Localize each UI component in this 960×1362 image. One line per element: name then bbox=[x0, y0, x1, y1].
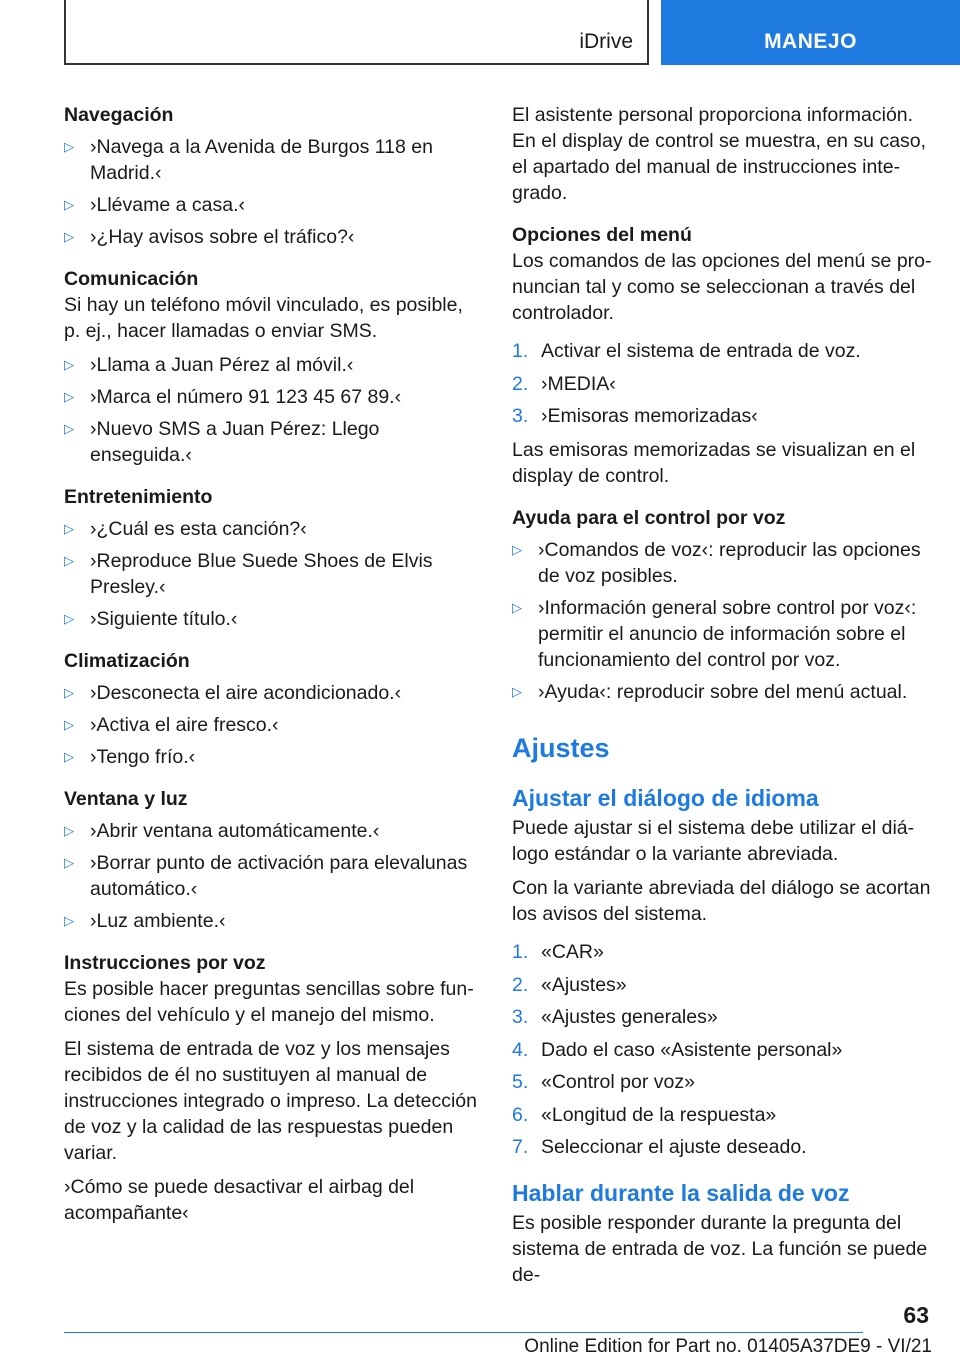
triangle-bullet-icon: ▷ bbox=[64, 749, 74, 764]
heading-hablar-salida-voz: Hablar durante la salida de voz bbox=[512, 1180, 850, 1206]
steps-menu bbox=[512, 338, 932, 429]
heading-entretenimiento: Entretenimiento bbox=[64, 486, 213, 508]
opciones-menu-text: Los comandos de las opciones del menú se pronuncian tal y como se seleccionan a través del controlador. bbox=[512, 250, 932, 324]
step-item: 1. Activar el sistema de entrada de voz. bbox=[512, 340, 861, 362]
comunicacion-text: Si hay un teléfono móvil vinculado, es posible, p. ej., hacer llamadas o enviar SMS. bbox=[64, 294, 463, 342]
right-column bbox=[512, 102, 932, 1296]
triangle-bullet-icon: ▷ bbox=[512, 684, 522, 699]
step-item: 2. «Ajustes» bbox=[512, 973, 627, 996]
heading-comunicacion: Comunicación bbox=[64, 268, 199, 290]
triangle-bullet-icon: ▷ bbox=[64, 389, 74, 404]
triangle-bullet-icon: ▷ bbox=[64, 553, 74, 568]
heading-opciones-menu: Opciones del menú bbox=[512, 224, 692, 246]
heading-instrucciones: Instrucciones por voz bbox=[64, 952, 266, 974]
list-item: ▷ ›Ayuda‹: reproducir sobre del menú actual. bbox=[512, 681, 908, 703]
list-item: ▷ ›Navega a la Avenida de Burgos 118 en Madrid.‹ bbox=[64, 136, 433, 184]
triangle-bullet-icon: ▷ bbox=[64, 421, 74, 436]
heading-ajustes: Ajustes bbox=[512, 733, 610, 763]
header-section-box bbox=[64, 0, 649, 65]
list-item: ▷ ›¿Hay avisos sobre el tráfico?‹ bbox=[64, 226, 355, 248]
triangle-bullet-icon: ▷ bbox=[64, 823, 74, 838]
list-item: ▷ ›Abrir ventana automáticamente.‹ bbox=[64, 820, 380, 842]
steps-dialogo bbox=[512, 939, 932, 1160]
list-item: ▷ ›Luz ambiente.‹ bbox=[64, 910, 226, 932]
hablar-text: Es posible responder durante la pregunta del sistema de entrada de voz. La función se puede de- bbox=[512, 1212, 928, 1286]
list-ayuda bbox=[512, 537, 932, 705]
header-chapter-label: MANEJO bbox=[764, 30, 857, 53]
heading-ayuda: Ayuda para el control por voz bbox=[512, 507, 786, 529]
triangle-bullet-icon: ▷ bbox=[64, 685, 74, 700]
list-item: ▷ ›Borrar punto de activación para elevalunas automático.‹ bbox=[64, 852, 468, 900]
heading-climatizacion: Climatización bbox=[64, 650, 190, 672]
triangle-bullet-icon: ▷ bbox=[64, 357, 74, 372]
dialogo-text-1: Puede ajustar si el sistema debe utilizar el diálogo estándar o la variante abreviada. bbox=[512, 817, 915, 865]
list-entretenimiento bbox=[64, 516, 484, 632]
triangle-bullet-icon: ▷ bbox=[64, 197, 74, 212]
step-item: 6. «Longitud de la respuesta» bbox=[512, 1103, 777, 1126]
list-item: ▷ ›¿Cuál es esta canción?‹ bbox=[64, 518, 307, 540]
header-section-title: iDrive bbox=[579, 30, 633, 53]
step-item: 2. ›MEDIA‹ bbox=[512, 372, 616, 395]
list-item: ▷ ›Tengo frío.‹ bbox=[64, 746, 196, 768]
step-item: 5. «Control por voz» bbox=[512, 1071, 695, 1093]
menu-after-text: Las emisoras memorizadas se visualizan en el display de control. bbox=[512, 439, 916, 487]
dialogo-text-2: Con la variante abreviada del diálogo se acortan los avisos del sistema. bbox=[512, 877, 931, 925]
triangle-bullet-icon: ▷ bbox=[64, 913, 74, 928]
left-column bbox=[64, 102, 484, 1234]
step-item: 3. «Ajustes generales» bbox=[512, 1006, 718, 1028]
instrucciones-text-2: El sistema de entrada de voz y los mensajes recibidos de él no sustituyen al manual de instrucciones integrado o impreso. La detección de voz y la calidad de las respuestas pueden variar. bbox=[64, 1038, 477, 1164]
list-item: ▷ ›Información general sobre control por voz‹: permitir el anuncio de información sobre el funcionamiento del control por voz. bbox=[512, 597, 917, 671]
list-item: ▷ ›Llama a Juan Pérez al móvil.‹ bbox=[64, 354, 354, 376]
list-item: ▷ ›Desconecta el aire acondicionado.‹ bbox=[64, 682, 402, 704]
triangle-bullet-icon: ▷ bbox=[64, 611, 74, 626]
list-item: ▷ ›Marca el número 91 123 45 67 89.‹ bbox=[64, 386, 402, 408]
list-item: ▷ ›Comandos de voz‹: reproducir las opciones de voz posibles. bbox=[512, 539, 921, 587]
list-ventana-luz bbox=[64, 818, 484, 934]
footer-divider bbox=[64, 1332, 863, 1333]
instrucciones-text-1: Es posible hacer preguntas sencillas sobre funciones del vehículo y el manejo del mismo. bbox=[64, 978, 474, 1026]
heading-dialogo-idioma: Ajustar el diálogo de idioma bbox=[512, 785, 819, 811]
triangle-bullet-icon: ▷ bbox=[512, 600, 522, 615]
step-item: 4. Dado el caso «Asistente personal» bbox=[512, 1038, 843, 1061]
list-navegacion bbox=[64, 134, 484, 250]
triangle-bullet-icon: ▷ bbox=[64, 855, 74, 870]
intro-text: El asistente personal proporciona información. En el display de control se muestra, en su caso, el apartado del manual de instrucciones integrado. bbox=[512, 104, 927, 204]
list-item: ▷ ›Activa el aire fresco.‹ bbox=[64, 714, 279, 736]
header-chapter-tab bbox=[661, 0, 960, 65]
heading-ventana-luz: Ventana y luz bbox=[64, 788, 188, 810]
triangle-bullet-icon: ▷ bbox=[64, 717, 74, 732]
list-comunicacion bbox=[64, 352, 484, 468]
step-item: 1. «CAR» bbox=[512, 941, 604, 963]
list-item: ▷ ›Siguiente título.‹ bbox=[64, 608, 238, 630]
list-item: ▷ ›Reproduce Blue Suede Shoes de Elvis Presley.‹ bbox=[64, 550, 433, 598]
triangle-bullet-icon: ▷ bbox=[64, 521, 74, 536]
list-item: ▷ ›Nuevo SMS a Juan Pérez: Llego enseguida.‹ bbox=[64, 418, 380, 466]
triangle-bullet-icon: ▷ bbox=[64, 229, 74, 244]
step-item: 7. Seleccionar el ajuste deseado. bbox=[512, 1136, 807, 1158]
instrucciones-text-3: ›Cómo se puede desactivar el airbag del acompañante‹ bbox=[64, 1176, 415, 1224]
step-item: 3. ›Emisoras memorizadas‹ bbox=[512, 405, 758, 427]
page-number: 63 bbox=[903, 1302, 929, 1328]
list-item: ▷ ›Llévame a casa.‹ bbox=[64, 194, 245, 216]
heading-navegacion: Navegación bbox=[64, 104, 174, 126]
triangle-bullet-icon: ▷ bbox=[512, 542, 522, 557]
footer-edition: Online Edition for Part no. 01405A37DE9 - VI/21 bbox=[524, 1336, 932, 1357]
list-climatizacion bbox=[64, 680, 484, 770]
triangle-bullet-icon: ▷ bbox=[64, 139, 74, 154]
